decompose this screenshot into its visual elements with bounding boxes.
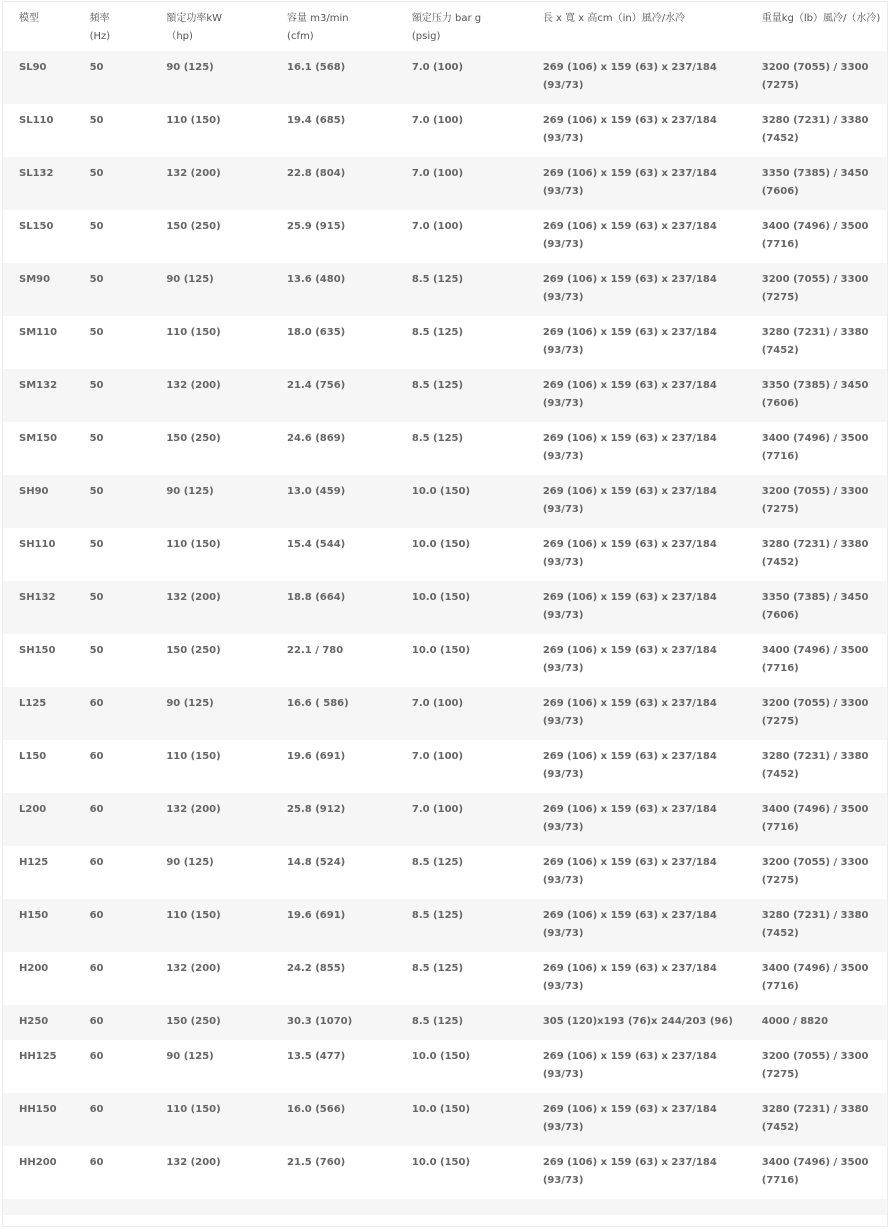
cell-model: H150 xyxy=(19,910,49,921)
table-row xyxy=(3,1093,887,1146)
table-row xyxy=(3,51,887,104)
cell-weight: 4000 / 8820 xyxy=(761,1016,829,1027)
cell-frequency: 60 xyxy=(89,857,104,868)
cell-rated-power: 150 (250) xyxy=(166,645,221,656)
cell-dimensions: 269 (106) x 159 (63) x 237/184 (93/73) xyxy=(542,486,717,515)
cell-rated-pressure xyxy=(396,1199,527,1215)
cell-model: SH110 xyxy=(19,539,56,550)
table-row xyxy=(3,846,887,899)
cell-frequency: 50 xyxy=(89,645,104,656)
cell-dimensions: 269 (106) x 159 (63) x 237/184 (93/73) xyxy=(542,751,717,780)
cell-dimensions: 269 (106) x 159 (63) x 237/184 (93/73) xyxy=(542,645,717,674)
cell-frequency: 60 xyxy=(89,910,104,921)
cell-rated-pressure: 7.0 (100) xyxy=(411,221,464,232)
cell-capacity: 25.9 (915) xyxy=(287,221,346,232)
cell-frequency: 50 xyxy=(89,274,104,285)
column-header-frequency-text: 頻率 xyxy=(89,13,110,24)
cell-dimensions: 305 (120)x193 (76)x 244/203 (96) xyxy=(542,1016,733,1027)
cell-rated-pressure: 8.5 (125) xyxy=(411,910,464,921)
table-row xyxy=(3,316,887,369)
table-row xyxy=(3,263,887,316)
column-header-dimensions xyxy=(527,2,746,51)
cell-model: SL150 xyxy=(19,221,54,232)
cell-model: SH132 xyxy=(19,592,56,603)
column-header-frequency-text: (Hz) xyxy=(89,31,111,42)
column-header-rated-pressure-text: 額定压力 bar g xyxy=(411,13,482,24)
cell-model: H250 xyxy=(19,1016,49,1027)
column-header-rated-power-text: （hp) xyxy=(166,31,193,42)
table-row xyxy=(3,581,887,634)
cell-capacity: 15.4 (544) xyxy=(287,539,346,550)
table-header xyxy=(3,2,887,51)
cell-dimensions: 269 (106) x 159 (63) x 237/184 (93/73) xyxy=(542,963,717,992)
cell-weight: 3280 (7231) / 3380 (7452) xyxy=(761,1104,869,1133)
cell-model: L200 xyxy=(19,804,47,815)
cell-frequency: 50 xyxy=(89,486,104,497)
table-row xyxy=(3,634,887,687)
cell-frequency: 50 xyxy=(89,592,104,603)
cell-dimensions: 269 (106) x 159 (63) x 237/184 (93/73) xyxy=(542,115,717,144)
cell-frequency: 60 xyxy=(89,963,104,974)
cell-rated-pressure: 8.5 (125) xyxy=(411,274,464,285)
cell-weight: 3200 (7055) / 3300 (7275) xyxy=(761,1051,869,1080)
cell-frequency: 50 xyxy=(89,539,104,550)
column-header-capacity-text: 容量 m3/min xyxy=(287,13,349,24)
cell-rated-pressure: 10.0 (150) xyxy=(411,645,471,656)
cell-rated-power: 90 (125) xyxy=(166,62,214,73)
cell-frequency: 50 xyxy=(89,168,104,179)
cell-dimensions: 269 (106) x 159 (63) x 237/184 (93/73) xyxy=(542,1104,717,1133)
cell-rated-pressure: 7.0 (100) xyxy=(411,804,464,815)
cell-rated-pressure: 8.5 (125) xyxy=(411,380,464,391)
cell-capacity: 22.1 / 780 xyxy=(287,645,344,656)
cell-dimensions: 269 (106) x 159 (63) x 237/184 (93/73) xyxy=(542,1157,717,1186)
cell-capacity: 30.3 (1070) xyxy=(287,1016,353,1027)
cell-weight: 3280 (7231) / 3380 (7452) xyxy=(761,910,869,939)
table-row xyxy=(3,1199,887,1215)
cell-rated-power: 110 (150) xyxy=(166,910,221,921)
cell-rated-power: 110 (150) xyxy=(166,1104,221,1115)
compressor-spec-table xyxy=(3,2,887,1215)
cell-rated-power: 132 (200) xyxy=(166,168,221,179)
cell-rated-pressure: 8.5 (125) xyxy=(411,963,464,974)
cell-dimensions: 269 (106) x 159 (63) x 237/184 (93/73) xyxy=(542,857,717,886)
cell-dimensions: 269 (106) x 159 (63) x 237/184 (93/73) xyxy=(542,1051,717,1080)
cell-dimensions: 269 (106) x 159 (63) x 237/184 (93/73) xyxy=(542,592,717,621)
cell-weight: 3200 (7055) / 3300 (7275) xyxy=(761,274,869,303)
table-row xyxy=(3,475,887,528)
cell-weight: 3400 (7496) / 3500 (7716) xyxy=(761,433,869,462)
cell-capacity: 13.6 (480) xyxy=(287,274,346,285)
column-header-dimensions-text: 長 x 寬 x 高cm（in）風冷/水冷 xyxy=(542,13,686,24)
table-row xyxy=(3,952,887,1005)
table-row xyxy=(3,210,887,263)
cell-rated-pressure: 7.0 (100) xyxy=(411,698,464,709)
column-header-weight-text: 重量kg（lb）風冷/（水冷) xyxy=(761,13,881,24)
cell-rated-power: 132 (200) xyxy=(166,592,221,603)
cell-model: SM110 xyxy=(19,327,58,338)
cell-dimensions: 269 (106) x 159 (63) x 237/184 (93/73) xyxy=(542,910,717,939)
cell-frequency: 50 xyxy=(89,327,104,338)
cell-capacity: 19.6 (691) xyxy=(287,910,346,921)
table-row xyxy=(3,157,887,210)
cell-rated-pressure: 10.0 (150) xyxy=(411,1104,471,1115)
cell-rated-pressure: 10.0 (150) xyxy=(411,1157,471,1168)
column-header-rated-pressure xyxy=(396,2,527,51)
cell-weight: 3280 (7231) / 3380 (7452) xyxy=(761,751,869,780)
cell-rated-power: 132 (200) xyxy=(166,804,221,815)
cell-weight: 3280 (7231) / 3380 (7452) xyxy=(761,115,869,144)
cell-rated-power: 150 (250) xyxy=(166,1016,221,1027)
cell-dimensions: 269 (106) x 159 (63) x 237/184 (93/73) xyxy=(542,433,717,462)
cell-rated-pressure: 7.0 (100) xyxy=(411,115,464,126)
cell-weight: 3400 (7496) / 3500 (7716) xyxy=(761,1157,869,1186)
cell-model: SL90 xyxy=(19,62,47,73)
table-row xyxy=(3,104,887,157)
cell-rated-power: 110 (150) xyxy=(166,327,221,338)
table-row xyxy=(3,1146,887,1199)
cell-dimensions: 269 (106) x 159 (63) x 237/184 (93/73) xyxy=(542,698,717,727)
cell-model: SM150 xyxy=(19,433,58,444)
cell-rated-pressure: 10.0 (150) xyxy=(411,592,471,603)
cell-capacity: 24.2 (855) xyxy=(287,963,346,974)
cell-rated-pressure: 7.0 (100) xyxy=(411,62,464,73)
cell-frequency: 60 xyxy=(89,751,104,762)
cell-rated-pressure: 8.5 (125) xyxy=(411,433,464,444)
cell-rated-pressure: 7.0 (100) xyxy=(411,168,464,179)
cell-model: HH150 xyxy=(19,1104,57,1115)
cell-capacity: 13.0 (459) xyxy=(287,486,346,497)
cell-frequency: 50 xyxy=(89,115,104,126)
cell-rated-power: 90 (125) xyxy=(166,274,214,285)
cell-frequency: 50 xyxy=(89,380,104,391)
table-body xyxy=(3,51,887,1215)
cell-frequency: 60 xyxy=(89,698,104,709)
cell-rated-power: 90 (125) xyxy=(166,698,214,709)
cell-model: L150 xyxy=(19,751,47,762)
cell-weight: 3400 (7496) / 3500 (7716) xyxy=(761,645,869,674)
cell-rated-pressure: 10.0 (150) xyxy=(411,486,471,497)
column-header-frequency xyxy=(74,2,151,51)
cell-capacity: 14.8 (524) xyxy=(287,857,346,868)
cell-weight xyxy=(746,1199,887,1215)
cell-rated-power: 90 (125) xyxy=(166,857,214,868)
table-row xyxy=(3,793,887,846)
cell-weight: 3350 (7385) / 3450 (7606) xyxy=(761,380,869,409)
cell-weight: 3350 (7385) / 3450 (7606) xyxy=(761,592,869,621)
cell-weight: 3200 (7055) / 3300 (7275) xyxy=(761,857,869,886)
table-row xyxy=(3,740,887,793)
cell-frequency: 50 xyxy=(89,62,104,73)
cell-capacity xyxy=(271,1199,396,1215)
cell-dimensions: 269 (106) x 159 (63) x 237/184 (93/73) xyxy=(542,62,717,91)
table-row xyxy=(3,1005,887,1040)
cell-model: L125 xyxy=(19,698,47,709)
cell-model: SL110 xyxy=(19,115,54,126)
cell-weight: 3200 (7055) / 3300 (7275) xyxy=(761,62,869,91)
table-row xyxy=(3,1040,887,1093)
table-header-row xyxy=(3,2,887,51)
cell-dimensions: 269 (106) x 159 (63) x 237/184 (93/73) xyxy=(542,168,717,197)
cell-weight: 3400 (7496) / 3500 (7716) xyxy=(761,963,869,992)
cell-rated-power: 110 (150) xyxy=(166,751,221,762)
cell-capacity: 22.8 (804) xyxy=(287,168,346,179)
cell-weight: 3350 (7385) / 3450 (7606) xyxy=(761,168,869,197)
cell-rated-pressure: 8.5 (125) xyxy=(411,327,464,338)
cell-model: SM90 xyxy=(19,274,51,285)
column-header-rated-power-text: 額定功率kW xyxy=(166,13,223,24)
cell-rated-pressure: 7.0 (100) xyxy=(411,751,464,762)
cell-rated-power: 90 (125) xyxy=(166,486,214,497)
cell-capacity: 21.4 (756) xyxy=(287,380,346,391)
cell-model: SM132 xyxy=(19,380,58,391)
cell-rated-power: 132 (200) xyxy=(166,1157,221,1168)
cell-capacity: 16.6 ( 586) xyxy=(287,698,349,709)
table-row xyxy=(3,422,887,475)
cell-dimensions xyxy=(527,1199,746,1215)
column-header-rated-power xyxy=(150,2,271,51)
cell-frequency: 60 xyxy=(89,1051,104,1062)
spec-table-container xyxy=(2,1,888,1227)
cell-model: SH90 xyxy=(19,486,49,497)
cell-frequency: 50 xyxy=(89,221,104,232)
cell-rated-power: 90 (125) xyxy=(166,1051,214,1062)
cell-model: SH150 xyxy=(19,645,56,656)
cell-capacity: 16.0 (566) xyxy=(287,1104,346,1115)
cell-weight: 3400 (7496) / 3500 (7716) xyxy=(761,804,869,833)
cell-model: HH125 xyxy=(19,1051,57,1062)
cell-dimensions: 269 (106) x 159 (63) x 237/184 (93/73) xyxy=(542,539,717,568)
cell-rated-power: 132 (200) xyxy=(166,963,221,974)
cell-dimensions: 269 (106) x 159 (63) x 237/184 (93/73) xyxy=(542,274,717,303)
column-header-rated-pressure-text: (psig) xyxy=(411,31,441,42)
cell-capacity: 19.4 (685) xyxy=(287,115,346,126)
cell-capacity: 21.5 (760) xyxy=(287,1157,346,1168)
cell-frequency: 60 xyxy=(89,1104,104,1115)
cell-frequency: 60 xyxy=(89,804,104,815)
cell-capacity: 19.6 (691) xyxy=(287,751,346,762)
column-header-model xyxy=(3,2,74,51)
table-row xyxy=(3,369,887,422)
cell-rated-power xyxy=(150,1199,271,1215)
column-header-capacity xyxy=(271,2,396,51)
cell-weight: 3200 (7055) / 3300 (7275) xyxy=(761,698,869,727)
cell-capacity: 13.5 (477) xyxy=(287,1051,346,1062)
cell-model: HH200 xyxy=(19,1157,57,1168)
cell-frequency: 60 xyxy=(89,1157,104,1168)
cell-rated-power: 150 (250) xyxy=(166,433,221,444)
cell-capacity: 24.6 (869) xyxy=(287,433,346,444)
cell-dimensions: 269 (106) x 159 (63) x 237/184 (93/73) xyxy=(542,327,717,356)
cell-model: H125 xyxy=(19,857,49,868)
cell-rated-pressure: 8.5 (125) xyxy=(411,1016,464,1027)
cell-capacity: 16.1 (568) xyxy=(287,62,346,73)
cell-frequency: 50 xyxy=(89,433,104,444)
table-row xyxy=(3,528,887,581)
cell-rated-power: 150 (250) xyxy=(166,221,221,232)
cell-rated-power: 110 (150) xyxy=(166,539,221,550)
cell-rated-power: 132 (200) xyxy=(166,380,221,391)
cell-dimensions: 269 (106) x 159 (63) x 237/184 (93/73) xyxy=(542,380,717,409)
cell-model xyxy=(3,1199,74,1215)
column-header-weight xyxy=(746,2,887,51)
table-row xyxy=(3,687,887,740)
cell-frequency: 60 xyxy=(89,1016,104,1027)
cell-rated-power: 110 (150) xyxy=(166,115,221,126)
cell-rated-pressure: 10.0 (150) xyxy=(411,539,471,550)
cell-frequency xyxy=(74,1199,151,1215)
cell-rated-pressure: 8.5 (125) xyxy=(411,857,464,868)
cell-capacity: 18.0 (635) xyxy=(287,327,346,338)
cell-dimensions: 269 (106) x 159 (63) x 237/184 (93/73) xyxy=(542,221,717,250)
cell-capacity: 18.8 (664) xyxy=(287,592,346,603)
cell-weight: 3280 (7231) / 3380 (7452) xyxy=(761,539,869,568)
cell-weight: 3400 (7496) / 3500 (7716) xyxy=(761,221,869,250)
cell-weight: 3280 (7231) / 3380 (7452) xyxy=(761,327,869,356)
table-row xyxy=(3,899,887,952)
column-header-capacity-text: (cfm) xyxy=(287,31,314,42)
cell-capacity: 25.8 (912) xyxy=(287,804,346,815)
cell-model: SL132 xyxy=(19,168,54,179)
cell-weight: 3200 (7055) / 3300 (7275) xyxy=(761,486,869,515)
cell-rated-pressure: 10.0 (150) xyxy=(411,1051,471,1062)
column-header-model-text: 模型 xyxy=(19,13,39,24)
cell-dimensions: 269 (106) x 159 (63) x 237/184 (93/73) xyxy=(542,804,717,833)
cell-model: H200 xyxy=(19,963,49,974)
